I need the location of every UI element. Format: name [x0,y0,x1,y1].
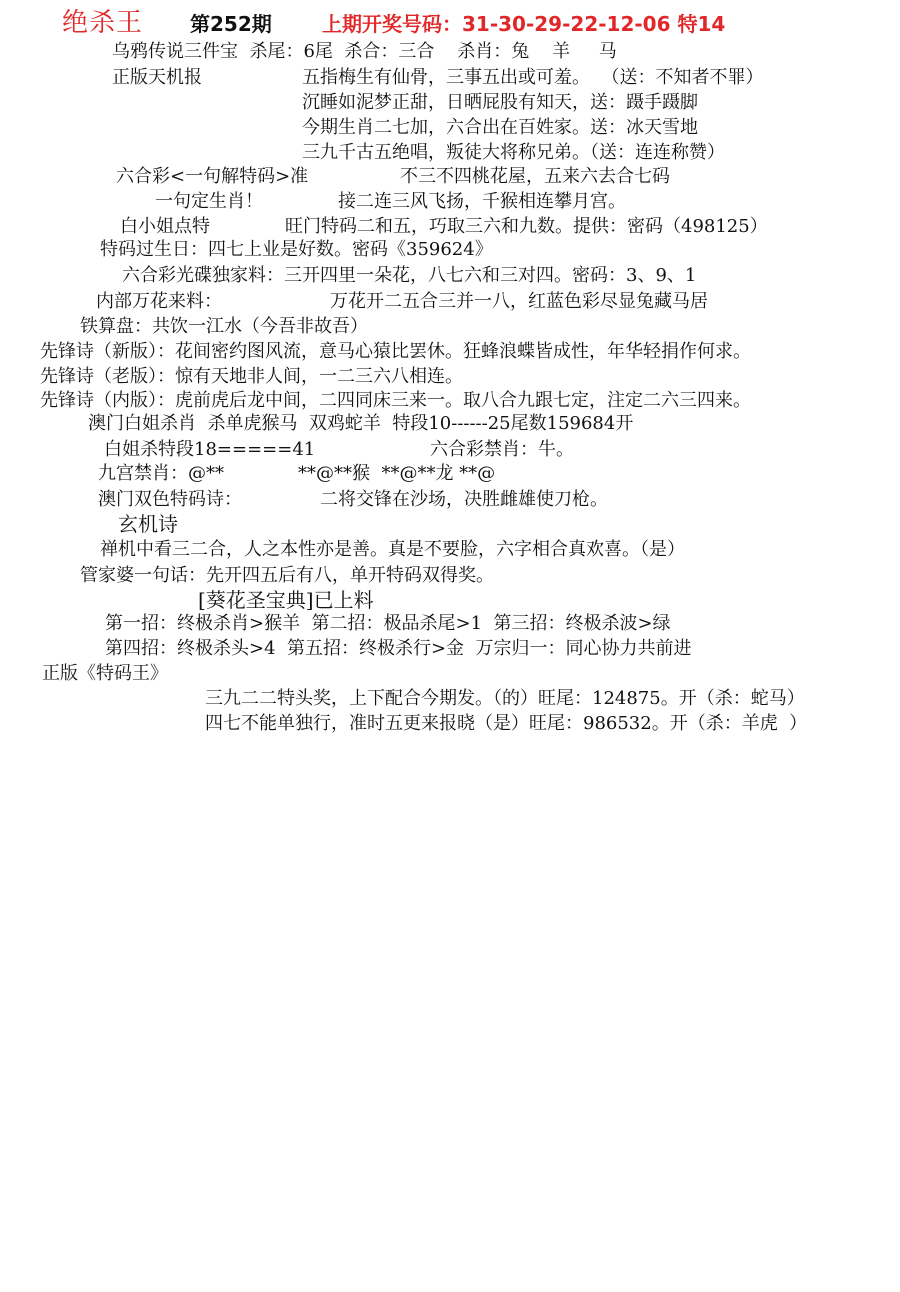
list-item: 今期生肖二七加，六合出在百姓家。送：冰天雪地 [302,117,698,138]
list-item: 一句定生肖！ [155,191,263,212]
list-item: 禅机中看三二合，人之本性亦是善。真是不要脸，六字相合真欢喜。（是） [100,539,685,560]
list-item: 先锋诗（新版）：花间密约图风流，意马心猿比罢休。狂蜂浪蝶皆成性，年华轻捐作何求。 [40,341,751,362]
list-item: 六合彩禁肖：牛。 [430,439,574,460]
list-item: 三九千古五绝唱，叛徒大将称兄弟。（送：连连称赞） [302,142,725,163]
list-item: 澳门白姐杀肖 杀单虎猴马 双鸡蛇羊 特段10------25尾数159684开 [88,413,634,434]
list-item: 管家婆一句话：先开四五后有八，单开特码双得奖。 [80,565,494,586]
list-item: 内部万花来料： [96,291,222,312]
list-item: 旺门特码二和五，巧取三六和九数。提供：密码（498125） [285,216,768,237]
list-item: 不三不四桃花屋，五来六去合七码 [400,166,670,187]
list-item: 乌鸦传说三件宝 杀尾：6尾 杀合：三合 杀肖：兔 羊 马 [112,41,617,62]
list-item: 正版天机报 [112,67,202,88]
section-heading: [葵花圣宝典]已上料 [198,588,374,612]
list-item: 白小姐点特 [120,216,210,237]
list-item: 特码过生日：四七上业是好数。密码《359624》 [100,239,493,260]
list-item: 第一招：终极杀肖>猴羊 第二招：极品杀尾>1 第三招：终极杀波>绿 [105,613,671,634]
list-item: 六合彩<一句解特码>准 [116,166,309,187]
list-item: 先锋诗（内版）：虎前虎后龙中间，二四同床三来一。取八合九跟七定，注定二六三四来。 [40,390,751,411]
list-item: 沉睡如泥梦正甜，日晒屁股有知天，送：蹑手蹑脚 [302,92,698,113]
list-item: 接二连三风飞扬，千猴相连攀月宫。 [338,191,626,212]
list-item: 九宫禁肖：@** [98,463,224,484]
list-item: 澳门双色特码诗： [98,489,242,510]
list-item: 六合彩光碟独家料：三开四里一朵花，八七六和三对四。密码：3、9、1 [122,265,697,286]
issue-number: 第252期 [190,12,272,36]
list-item: 铁算盘：共饮一江水（今吾非故吾） [80,316,368,337]
list-item: 三九二二特头奖，上下配合今期发。（的）旺尾：124875。开（杀：蛇马） [205,688,805,709]
list-item: 第四招：终极杀头>4 第五招：终极杀行>金 万宗归一：同心协力共前进 [105,638,692,659]
previous-draw-numbers: 上期开奖号码：31-30-29-22-12-06 特14 [322,12,726,36]
list-item: 白姐杀特段18=====41 [104,439,316,460]
list-item: 二将交锋在沙场，决胜雌雄使刀枪。 [320,489,608,510]
list-item: **@**猴 **@**龙 **@ [298,463,496,484]
section-heading: 玄机诗 [118,512,178,536]
list-item: 四七不能单独行，准时五更来报晓（是）旺尾：986532。开（杀：羊虎 ） [205,713,808,734]
list-item: 万花开二五合三并一八，红蓝色彩尽显兔藏马居 [330,291,708,312]
list-item: 五指梅生有仙骨，三事五出或可羞。 （送：不知者不罪） [302,67,764,88]
list-item: 先锋诗（老版）：惊有天地非人间，一二三六八相连。 [40,366,463,387]
logo-title: 绝杀王 [62,8,144,38]
list-item: 正版《特码王》 [42,663,168,684]
